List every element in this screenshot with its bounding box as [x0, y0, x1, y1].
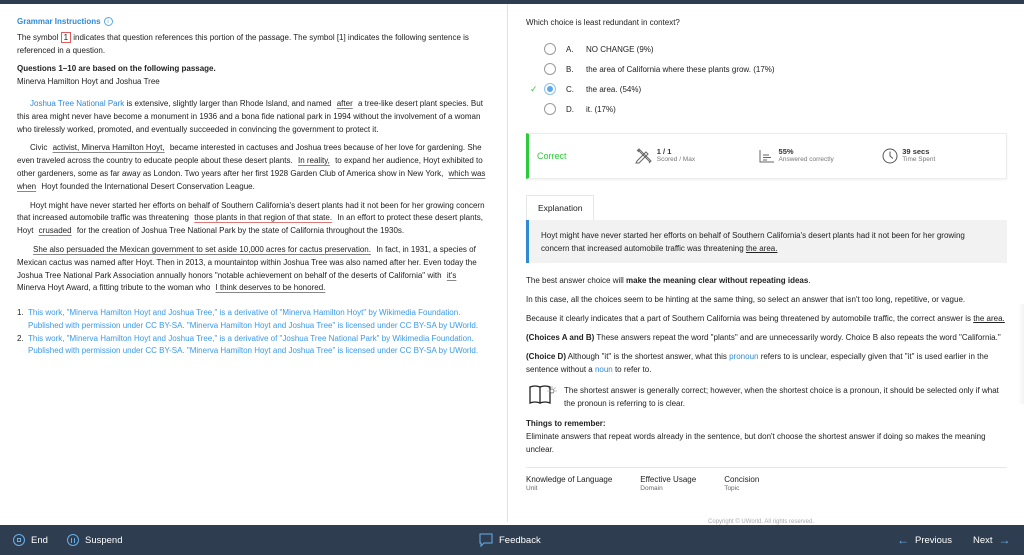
pause-icon [67, 534, 79, 546]
remember-text: Eliminate answers that repeat words already in the sentence, but don't choose the shortest answer if doing so makes the meaning unclear. [526, 432, 986, 454]
passage-pane[interactable] [0, 4, 508, 522]
clock-icon [882, 148, 898, 164]
result-panel [526, 133, 1007, 179]
explanation-line-1: The best answer choice will make the meaning clear without repeating ideas. [526, 276, 811, 285]
paragraph-3: Hoyt might have never started her efforts on behalf of Southern California's desert plants had it not been for her growing concern that increased automobile traffic was threatening those plants in that region of that state. In an effort to protect these desert plants, Hoyt crusaded for the creation of Joshua Tree National Park by the state of California throughout the 1930s. [17, 200, 485, 236]
previous-button[interactable]: ← Previous [897, 533, 952, 547]
explanation-choices-ab: (Choices A and B) These answers repeat the word "plants" and are unnecessarily wordy. Choice B also repeats the word "California." [526, 333, 1001, 342]
questions-heading: Questions 1–10 are based on the following passage. [17, 64, 216, 73]
score-stat: 1 / 1 Scored / Max [635, 148, 759, 164]
explanation-line-3: Because it clearly indicates that a part of Southern California was being threatened by automobile traffic, the correct answer is the area. [526, 314, 1005, 323]
references-list [17, 307, 490, 358]
radio-a[interactable] [544, 43, 556, 55]
question-ref-mexican-government[interactable]: She also persuaded the Mexican government to set aside 10,000 acres for cactus preservation. [33, 244, 371, 254]
question-ref-in-reality[interactable]: In reality, [297, 156, 330, 166]
arrow-right-icon: → [998, 533, 1011, 547]
question-ref-i-think[interactable]: I think deserves to be honored. [215, 283, 326, 293]
choice-a[interactable]: A. NO CHANGE (9%) [526, 39, 1007, 59]
radio-b[interactable] [544, 63, 556, 75]
tab-explanation[interactable]: Explanation [526, 195, 594, 220]
grammar-instructions-label: Grammar Instructions [17, 17, 101, 26]
question-ref-activist[interactable]: activist, Minerva Hamilton Hoyt, [52, 143, 165, 153]
reference-item[interactable]: 1. This work, "Minerva Hamilton Hoyt and Joshua Tree," is a derivative of "Minerva Hamilton Hoyt" by Wikimedia Foundation. Published with permission under CC BY-SA. "Minerva Hamilton Hoyt and Joshua Tree" is licensed under CC BY-SA by UWorld. [17, 308, 479, 330]
bottom-toolbar [0, 525, 1024, 555]
reference-item[interactable]: 2. This work, "Minerva Hamilton Hoyt and Joshua Tree," is a derivative of "Joshua Tree National Park" by Wikimedia Foundation. Published with permission under CC BY-SA. "Minerva Hamilton Hoyt and Joshua Tree" is licensed under CC BY-SA by UWorld. [17, 333, 479, 356]
info-icon[interactable]: i [104, 17, 113, 26]
question-marker-example: 1 [61, 32, 71, 43]
explanation-choice-d: (Choice D) Although "it" is the shortest answer, what this pronoun refers to is unclear, especially given that "it" is used earlier in the sentence without a noun to refer to. [526, 352, 989, 374]
question-prompt: Which choice is least redundant in context? [526, 18, 680, 27]
percent-stat: 55% Answered correctly [759, 148, 883, 164]
book-lightbulb-icon [526, 384, 564, 406]
noun-link[interactable]: noun [594, 365, 613, 374]
stop-icon [13, 534, 25, 546]
grammar-instructions-title[interactable] [17, 17, 490, 26]
passage-title: Minerva Hamilton Hoyt and Joshua Tree [17, 76, 160, 86]
feedback-button[interactable]: Feedback [479, 533, 541, 547]
meta-topic: Concision Topic [724, 475, 760, 492]
radio-c-selected[interactable] [544, 83, 556, 95]
question-ref-those-plants-active[interactable]: those plants in that region of that state. [194, 213, 333, 223]
meta-unit: Knowledge of Language Unit [526, 475, 613, 492]
question-ref-its[interactable]: it's [446, 270, 457, 280]
correct-check-icon: ✓ [530, 83, 538, 94]
remember-title: Things to remember: [526, 419, 606, 428]
time-stat: 39 secs Time Spent [882, 148, 1006, 164]
question-ref-crusaded[interactable]: crusaded [38, 226, 72, 236]
speech-bubble-icon [479, 533, 493, 547]
meta-domain: Effective Usage Domain [640, 475, 697, 492]
arrow-left-icon: ← [897, 533, 909, 547]
bar-chart-icon [759, 149, 775, 163]
scroll-shadow [1018, 304, 1024, 404]
explanation-quote: Hoyt might have never started her efforts on behalf of Southern California's desert plants had it not been for her growing concern that increased automobile traffic was threatening the area. [526, 220, 1007, 263]
answer-choices [526, 39, 1007, 119]
question-ref-which-was-when[interactable]: which was when [17, 168, 486, 191]
question-pane[interactable] [509, 4, 1024, 522]
copyright: Copyright © UWorld. All rights reserved. [708, 519, 815, 525]
explanation-tabs [526, 195, 1007, 220]
pencil-ruler-icon [635, 148, 653, 164]
next-button[interactable]: Next → [973, 533, 1011, 547]
paragraph-1: Joshua Tree National Park is extensive, slightly larger than Rhode Island, and named after a tree-like desert plant species. But this area might never have become a monument in 1936 and a bona fide national park in 1994 without the involvement of a woman who tirelessly worked, promoted, and eventually succeeded in convincing the government to protect it. [17, 99, 483, 134]
explanation-line-2: In this case, all the choices seem to be hinting at the same thing, so select an answer that isn't too long, repetitive, or vague. [526, 295, 966, 304]
radio-d[interactable] [544, 103, 556, 115]
question-meta [526, 467, 1007, 492]
choice-b[interactable]: B. the area of California where these plants grow. (17%) [526, 59, 1007, 79]
choice-c[interactable]: ✓ C. the area. (54%) [530, 83, 642, 94]
pronoun-link[interactable]: pronoun [729, 352, 759, 361]
choice-d[interactable]: D. it. (17%) [526, 99, 1007, 119]
passage-body [17, 98, 490, 295]
result-status: Correct [537, 151, 567, 161]
joshua-tree-link[interactable]: Joshua Tree National Park [30, 99, 125, 108]
suspend-button[interactable]: Suspend [67, 534, 123, 546]
paragraph-2: Civic activist, Minerva Hamilton Hoyt, became interested in cactuses and Joshua trees because of her love for gardening. She even traveled across the country to educate people about these desert plants. In reality, to expand her audience, Hoyt exhibited to other gardeners, some as far away as London. Two years after her first 1928 Garden Club of America show in New York, which was when Hoyt founded the International Desert Conservation League. [17, 143, 486, 191]
instructions-text: The symbol 1 indicates that question references this portion of the passage. The symbol [1] indicates the following sentence is referenced in a question. [17, 33, 469, 55]
tip-box: The shortest answer is generally correct; however, when the shortest choice is a pronoun, it should be selected only if what the pronoun is referring to is clear. [526, 384, 1007, 410]
paragraph-4: She also persuaded the Mexican government to set aside 10,000 acres for cactus preservation. In fact, in 1931, a species of Mexican cactus was named after Hoyt. Then in 2013, a mountaintop within Joshua Tree was also named after her. Even today the Joshua Tree National Park Association annually honors "notable achievement on behalf of the deserts of California" with it's Minerva Hoyt Award, a fitting tribute to the woman who I think deserves to be honored. [17, 244, 477, 293]
end-button[interactable]: End [13, 534, 48, 546]
question-ref-after[interactable]: after [336, 99, 353, 108]
